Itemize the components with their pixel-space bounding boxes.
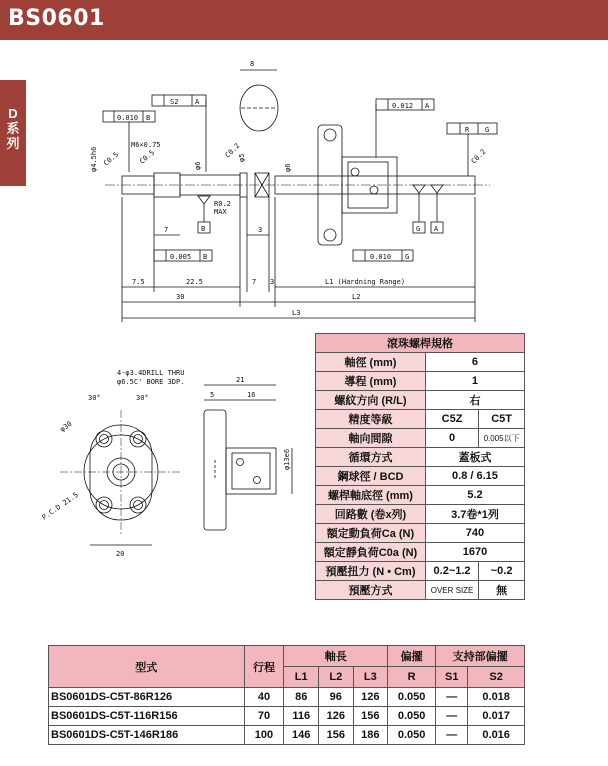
dim-label: L1 (Hardning Range) — [325, 278, 406, 286]
dim-label: φ6 — [194, 161, 202, 170]
dim-label: φ5 — [238, 153, 246, 162]
spec-title: 滾珠螺桿規格 — [316, 334, 525, 353]
stroke-cell: 70 — [244, 707, 284, 726]
datum-label: A — [434, 225, 439, 233]
table-row — [49, 726, 525, 745]
dim-label: C0.5 — [138, 148, 157, 166]
side-tab-char: 系 — [6, 121, 20, 136]
col-header-l2: L2 — [319, 667, 354, 688]
dim-label: 5 — [210, 391, 215, 399]
dim-label: L3 — [292, 309, 301, 317]
dim-label: C0.5 — [102, 150, 121, 168]
spec-value: 5.2 — [425, 486, 524, 505]
spec-value: 740 — [425, 524, 524, 543]
col-header-l1: L1 — [284, 667, 319, 688]
tol-value: S2 — [170, 98, 179, 106]
dim-label: 8 — [250, 60, 255, 68]
l3-cell: 186 — [353, 726, 388, 745]
spec-label: 精度等級 — [316, 410, 426, 429]
spec-value: 1670 — [425, 543, 524, 562]
dim-label: φ4.5h6 — [90, 146, 98, 172]
col-header-runout: 偏擺 — [388, 646, 436, 667]
s2-cell: 0.017 — [468, 707, 525, 726]
dim-label: φ13e6 — [283, 448, 291, 470]
spec-label: 額定動負荷Ca (N) — [316, 524, 426, 543]
tol-datum: B — [203, 253, 208, 261]
tol-datum: B — [146, 114, 151, 122]
r-cell: 0.050 — [388, 726, 436, 745]
dim-label: 3 — [270, 278, 275, 286]
l2-cell: 96 — [319, 688, 354, 707]
col-header-model: 型式 — [49, 646, 245, 688]
dim-label: L2 — [352, 293, 361, 301]
tol-datum: G — [485, 126, 490, 134]
dim-label: 20 — [116, 550, 125, 558]
side-tab-char: D — [8, 106, 18, 121]
model-cell: BS0601DS-C5T-146R186 — [49, 726, 245, 745]
dim-label: φ6.5C' BORE 3DP. — [117, 378, 185, 386]
dim-label: 7 — [252, 278, 257, 286]
spec-value: 0 — [425, 429, 478, 448]
l3-cell: 126 — [353, 688, 388, 707]
spec-value: 6 — [425, 353, 524, 372]
dim-label: 21 — [236, 376, 245, 384]
col-header-s2: S2 — [468, 667, 525, 688]
spec-label: 額定靜負荷C0a (N) — [316, 543, 426, 562]
ballscrew-spec-table — [315, 333, 525, 600]
tol-datum: G — [405, 253, 410, 261]
spec-value: 右 — [425, 391, 524, 410]
dim-label: φ6 — [284, 163, 292, 172]
model-cell: BS0601DS-C5T-86R126 — [49, 688, 245, 707]
l1-cell: 146 — [284, 726, 319, 745]
spec-label: 螺紋方向 (R/L) — [316, 391, 426, 410]
l2-cell: 126 — [319, 707, 354, 726]
spec-label: 循環方式 — [316, 448, 426, 467]
dim-label: 7.5 — [132, 278, 145, 286]
spec-label: 螺桿軸底徑 (mm) — [316, 486, 426, 505]
spec-value: 1 — [425, 372, 524, 391]
l2-cell: 156 — [319, 726, 354, 745]
s2-cell: 0.016 — [468, 726, 525, 745]
col-header-s1: S1 — [436, 667, 468, 688]
l3-cell: 156 — [353, 707, 388, 726]
r-cell: 0.050 — [388, 688, 436, 707]
spec-value: ~0.2 — [479, 562, 525, 581]
dim-label: C0.2 — [469, 147, 488, 166]
tol-datum: R — [465, 126, 470, 134]
side-tab-char: 列 — [6, 136, 20, 151]
dim-label: 30° — [88, 394, 101, 402]
spec-label: 回路數 (卷x列) — [316, 505, 426, 524]
col-header-support: 支持部偏擺 — [436, 646, 525, 667]
col-header-length: 軸長 — [284, 646, 388, 667]
tol-value: 0.010 — [117, 114, 139, 122]
spec-value: 0.005以下 — [479, 429, 525, 448]
l1-cell: 116 — [284, 707, 319, 726]
dim-label: 30 — [176, 293, 185, 301]
stroke-cell: 100 — [244, 726, 284, 745]
tol-value: 0.005 — [170, 253, 192, 261]
tol-value: 0.010 — [370, 253, 392, 261]
col-header-l3: L3 — [353, 667, 388, 688]
s1-cell: — — [436, 707, 468, 726]
s2-cell: 0.018 — [468, 688, 525, 707]
col-header-r: R — [388, 667, 436, 688]
model-cell: BS0601DS-C5T-116R156 — [49, 707, 245, 726]
spec-value: C5T — [479, 410, 525, 429]
datum-label: G — [416, 225, 421, 233]
dim-label: 4-φ3.4DRILL THRU — [117, 369, 185, 377]
table-row — [49, 707, 525, 726]
s1-cell: — — [436, 726, 468, 745]
spec-value: 3.7卷*1列 — [425, 505, 524, 524]
s1-cell: — — [436, 688, 468, 707]
dim-label: M6×0.75 — [131, 141, 161, 149]
dim-label: P.C.D 21.5 — [40, 490, 80, 522]
dim-label: φ30 — [58, 419, 74, 434]
datum-label: B — [201, 225, 206, 233]
col-header-stroke: 行程 — [244, 646, 284, 688]
dim-label: 3 — [258, 226, 263, 234]
l1-cell: 86 — [284, 688, 319, 707]
spec-label: 鋼球徑 / BCD — [316, 467, 426, 486]
spec-label: 軸徑 (mm) — [316, 353, 426, 372]
model-table — [48, 645, 525, 745]
dim-label: C0.2 — [223, 141, 242, 160]
spec-value: 蓋板式 — [425, 448, 524, 467]
spec-value: 0.2~1.2 — [425, 562, 478, 581]
spec-value: OVER SIZE — [425, 581, 478, 600]
spec-value: C5Z — [425, 410, 478, 429]
dim-label: R0.2 — [214, 200, 231, 208]
dim-label: MAX — [214, 208, 227, 216]
dim-label: 22.5 — [186, 278, 203, 286]
spec-value: 0.8 / 6.15 — [425, 467, 524, 486]
tol-datum: A — [195, 98, 200, 106]
dim-label: 30° — [136, 394, 149, 402]
page-title: BS0601 — [8, 6, 105, 31]
stroke-cell: 40 — [244, 688, 284, 707]
spec-label: 預壓方式 — [316, 581, 426, 600]
tol-datum: A — [425, 102, 430, 110]
table-row — [49, 688, 525, 707]
spec-label: 軸向間隙 — [316, 429, 426, 448]
spec-label: 預壓扭力 (N • Cm) — [316, 562, 426, 581]
tol-value: 0.012 — [392, 102, 414, 110]
spec-label: 導程 (mm) — [316, 372, 426, 391]
dim-label: 16 — [247, 391, 256, 399]
spec-value: 無 — [479, 581, 525, 600]
dim-label: 7 — [164, 226, 169, 234]
r-cell: 0.050 — [388, 707, 436, 726]
